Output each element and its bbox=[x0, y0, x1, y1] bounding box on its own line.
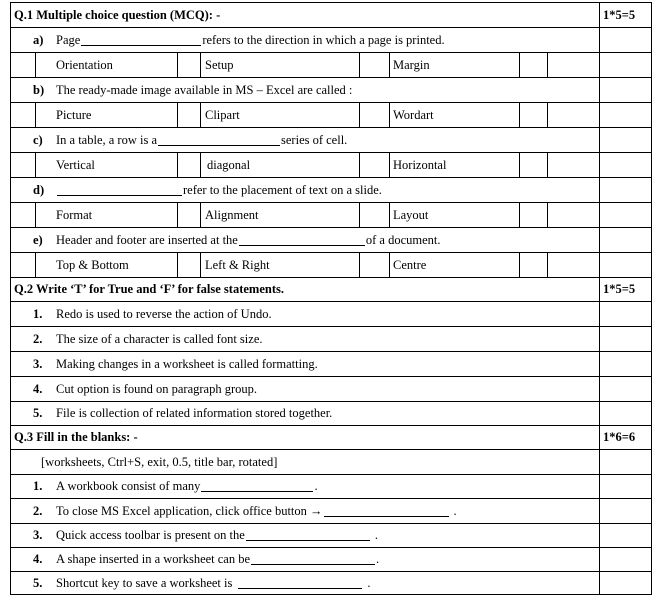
q2-statement bbox=[10, 376, 652, 401]
question-text: The ready-made image available in MS – Excel are called : bbox=[56, 82, 353, 97]
q1-question-a bbox=[10, 27, 652, 52]
option-3[interactable]: Layout bbox=[393, 207, 429, 222]
q2-statement bbox=[10, 326, 652, 351]
question-label: b) bbox=[33, 82, 45, 97]
option-2[interactable]: Alignment bbox=[205, 207, 259, 222]
q1-options-a bbox=[10, 52, 652, 77]
q3-item bbox=[10, 547, 652, 571]
question-label: e) bbox=[33, 232, 43, 247]
option-3[interactable]: Wordart bbox=[393, 107, 434, 122]
question-text: In a table, a row is a bbox=[56, 132, 158, 147]
item-text: Quick access toolbar is present on the bbox=[56, 528, 245, 542]
option-2[interactable]: Setup bbox=[205, 57, 234, 72]
q1-options-d bbox=[10, 202, 652, 227]
q1-options-b bbox=[10, 102, 652, 127]
item-text: Shortcut key to save a worksheet is bbox=[56, 575, 233, 590]
question-label: d) bbox=[33, 182, 45, 197]
answer-blank[interactable] bbox=[239, 235, 365, 246]
item-text: . bbox=[367, 575, 371, 590]
answer-blank[interactable] bbox=[57, 185, 182, 196]
item-text: A workbook consist of many bbox=[56, 479, 201, 493]
question-text: refer to the placement of text on a slide. bbox=[183, 182, 382, 197]
option-2[interactable]: Clipart bbox=[205, 107, 240, 122]
question-label: c) bbox=[33, 132, 43, 147]
item-text: A shape inserted in a worksheet can be bbox=[56, 552, 251, 566]
item-text: . bbox=[374, 528, 378, 542]
statement-number: 5. bbox=[33, 406, 43, 420]
statement-text: The size of a character is called font size. bbox=[56, 331, 263, 346]
option-1[interactable]: Top & Bottom bbox=[56, 257, 129, 272]
item-text: . bbox=[314, 479, 318, 493]
option-2[interactable]: Left & Right bbox=[205, 257, 270, 272]
q1-options-c bbox=[10, 152, 652, 177]
q1-question-b bbox=[10, 77, 652, 102]
answer-blank[interactable] bbox=[201, 481, 313, 492]
q3-word-bank-row bbox=[10, 449, 652, 474]
item-number: 3. bbox=[33, 528, 43, 542]
q1-heading: Q.1 Multiple choice question (MCQ): - bbox=[14, 7, 221, 22]
item-text: To close MS Excel application, click office button → bbox=[56, 503, 323, 518]
statement-text: Cut option is found on paragraph group. bbox=[56, 381, 258, 396]
option-1[interactable]: Picture bbox=[56, 107, 92, 122]
question-text: Page bbox=[56, 32, 81, 47]
option-3[interactable]: Horizontal bbox=[393, 157, 447, 172]
statement-number: 1. bbox=[33, 306, 43, 321]
q1-question-e bbox=[10, 227, 652, 252]
q3-marks: 1*6=6 bbox=[603, 430, 636, 444]
answer-blank[interactable] bbox=[246, 530, 370, 541]
q2-heading: Q.2 Write ‘T’ for True and ‘F’ for false statements. bbox=[14, 282, 284, 296]
item-number: 1. bbox=[33, 479, 43, 493]
word-bank: [worksheets, Ctrl+S, exit, 0.5, title bar, rotated] bbox=[41, 454, 278, 469]
question-label: a) bbox=[33, 32, 44, 47]
statement-number: 3. bbox=[33, 356, 43, 371]
q1-options-e bbox=[10, 252, 652, 277]
q3-heading-row bbox=[10, 425, 652, 449]
worksheet-table bbox=[10, 2, 652, 593]
q1-marks: 1*5=5 bbox=[603, 7, 636, 22]
q3-heading: Q.3 Fill in the blanks: - bbox=[14, 430, 138, 444]
answer-blank[interactable] bbox=[81, 35, 201, 46]
option-1[interactable]: Orientation bbox=[56, 57, 113, 72]
question-text: of a document. bbox=[365, 232, 441, 247]
q1-question-d bbox=[10, 177, 652, 202]
q1-heading-row bbox=[10, 2, 652, 27]
q3-item bbox=[10, 523, 652, 547]
option-3[interactable]: Margin bbox=[393, 57, 430, 72]
answer-blank[interactable] bbox=[238, 578, 362, 589]
option-1[interactable]: Format bbox=[56, 207, 93, 222]
statement-text: File is collection of related information stored together. bbox=[56, 406, 333, 420]
answer-blank[interactable] bbox=[251, 554, 375, 565]
question-text: refers to the direction in which a page is printed. bbox=[202, 32, 445, 47]
statement-text: Making changes in a worksheet is called formatting. bbox=[56, 356, 318, 371]
option-1[interactable]: Vertical bbox=[56, 157, 95, 172]
item-number: 5. bbox=[33, 575, 43, 590]
q1-question-c bbox=[10, 127, 652, 152]
q2-statement bbox=[10, 301, 652, 326]
q2-marks: 1*5=5 bbox=[603, 282, 636, 296]
statement-text: Redo is used to reverse the action of Undo. bbox=[56, 306, 272, 321]
item-text: . bbox=[376, 552, 380, 566]
item-number: 2. bbox=[33, 503, 43, 518]
q3-item bbox=[10, 571, 652, 595]
option-2[interactable]: diagonal bbox=[207, 157, 251, 172]
question-text: Header and footer are inserted at the bbox=[56, 232, 238, 247]
option-3[interactable]: Centre bbox=[393, 257, 427, 272]
item-text: . bbox=[453, 503, 457, 518]
answer-blank[interactable] bbox=[324, 506, 449, 517]
q3-item bbox=[10, 498, 652, 523]
q2-statement bbox=[10, 401, 652, 425]
statement-number: 4. bbox=[33, 381, 43, 396]
q2-heading-row bbox=[10, 277, 652, 301]
q2-statement bbox=[10, 351, 652, 376]
answer-blank[interactable] bbox=[158, 135, 280, 146]
question-text: series of cell. bbox=[281, 132, 348, 147]
q3-item bbox=[10, 474, 652, 498]
item-number: 4. bbox=[33, 552, 43, 566]
statement-number: 2. bbox=[33, 331, 43, 346]
